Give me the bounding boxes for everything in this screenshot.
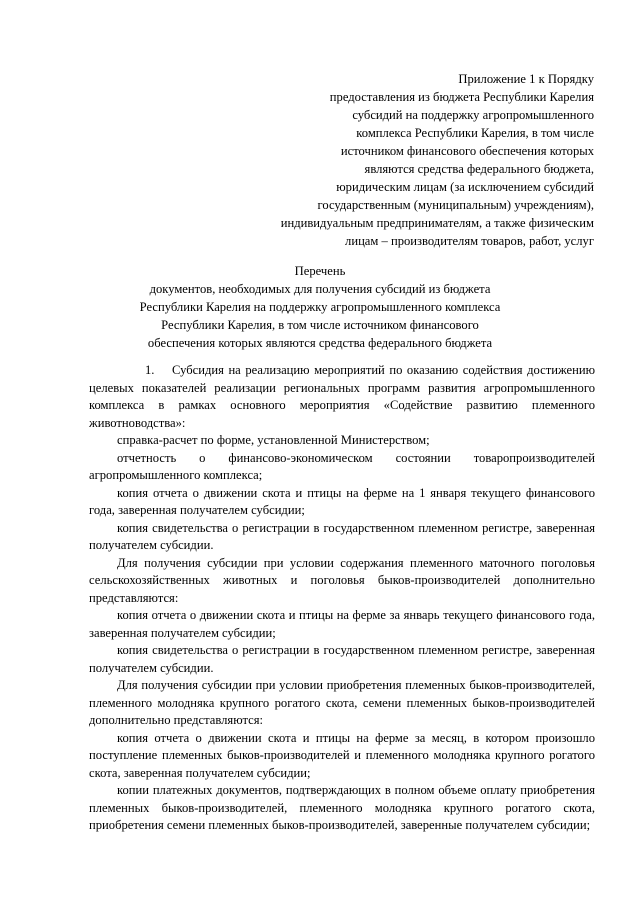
body-paragraph: Для получения субсидии при условии приобретения племенных быков-производителей, племенного молодняка крупного рогатого скота, семени племенных быков-производителей дополнительно представляются: — [89, 678, 595, 727]
appendix-line: субсидий на поддержку агропромышленного — [352, 108, 594, 122]
appendix-line: комплекса Республики Карелия, в том числе — [356, 126, 594, 140]
heading-line: документов, необходимых для получения субсидий из бюджета — [149, 282, 491, 296]
appendix-line: лицам – производителям товаров, работ, услуг — [345, 234, 594, 248]
body-paragraph: копия отчета о движении скота и птицы на ферме за месяц, в котором произошло поступление племенных быков-производителей и племенного молодняка крупного рогатого скота, заверенная получателем субсидии; — [89, 730, 595, 780]
body-paragraph: копия отчета о движении скота и птицы на ферме за январь текущего финансового года, заверенная получателем субсидии; — [89, 608, 595, 640]
heading-line: обеспечения которых являются средства федерального бюджета — [147, 336, 493, 350]
document-body — [89, 362, 595, 835]
heading-line: Республики Карелия, в том числе источником финансового — [161, 318, 479, 332]
heading-line: Республики Карелия на поддержку агропромышленного комплекса — [139, 300, 501, 314]
appendix-line: индивидуальным предпринимателям, а также физическим — [280, 216, 594, 230]
appendix-note — [194, 70, 594, 250]
appendix-line: являются средства федерального бюджета, — [364, 162, 594, 176]
appendix-line: государственным (муниципальным) учреждениям), — [317, 198, 594, 212]
body-paragraph: копия свидетельства о регистрации в государственном племенном регистре, заверенная получателем субсидии. — [89, 643, 595, 675]
body-paragraph: справка-расчет по форме, установленной Министерством; — [117, 433, 430, 447]
body-paragraph: копия отчета о движении скота и птицы на ферме на 1 января текущего финансового года, заверенная получателем субсидии; — [89, 485, 595, 517]
appendix-line: юридическим лицам (за исключением субсидий — [336, 180, 594, 194]
body-paragraph: отчетность о финансово-экономическом состоянии товаропроизводителей агропромышленного комплекса; — [89, 450, 595, 482]
appendix-line: источником финансового обеспечения которых — [340, 144, 594, 158]
body-paragraph: Для получения субсидии при условии содержания племенного маточного поголовья сельскохозяйственных животных и поголовья быков-производителей дополнительно представляются: — [89, 555, 595, 605]
body-paragraph: копии платежных документов, подтверждающих в полном объеме оплату приобретения племенных быков-производителей, племенного молодняка крупного рогатого скота, приобретения семени племенных быков-производителей, заверенные получателем субсидии; — [89, 783, 595, 832]
document-heading — [0, 262, 640, 352]
item-paragraph — [89, 362, 595, 432]
appendix-line: Приложение 1 к Порядку — [458, 72, 594, 86]
appendix-line: предоставления из бюджета Республики Карелия — [329, 90, 594, 104]
body-paragraph: копия свидетельства о регистрации в государственном племенном регистре, заверенная получателем субсидии. — [89, 520, 595, 552]
item-text: Субсидия на реализацию мероприятий по оказанию содействия достижению целевых показателей реализации региональных программ развития агропромышленного комплекса в рамках основного мероприятия «Содействие развитию племенного животноводства»: — [89, 363, 595, 430]
item-number: 1. — [145, 363, 155, 377]
heading-title: Перечень — [294, 264, 346, 278]
